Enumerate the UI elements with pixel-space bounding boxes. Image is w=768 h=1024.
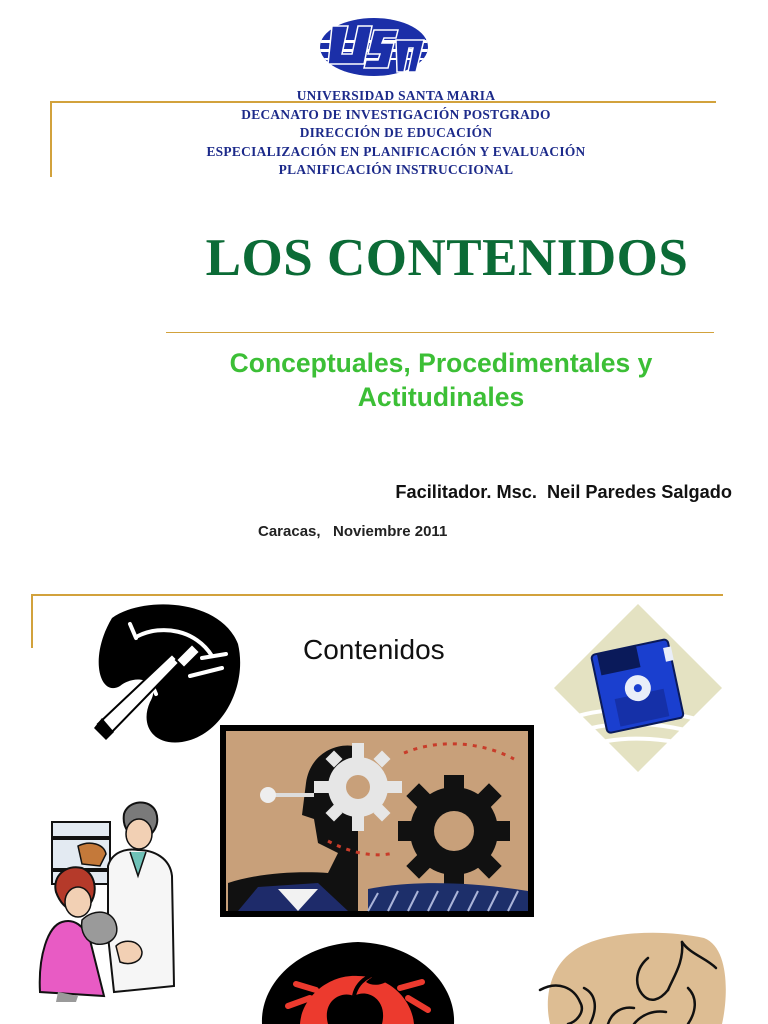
facilitator-name: Facilitador. Msc. Neil Paredes Salgado [395,482,732,502]
subtitle-line: Conceptuales, Procedimentales y [229,348,653,378]
header-line: ESPECIALIZACIÓN EN PLANIFICACIÓN Y EVALUACIÓN [206,143,586,159]
title-divider [166,332,714,333]
usm-logo [318,16,430,78]
veterinarian-icon [38,796,180,1004]
apple-icon [258,940,458,1024]
section-title: Contenidos [303,634,445,665]
header-line: DECANATO DE INVESTIGACIÓN POSTGRADO [241,106,551,122]
institution-header [150,87,642,180]
header-line: PLANIFICACIÓN INSTRUCCIONAL [278,162,514,178]
head-gears-icon [218,723,536,919]
header-line: DIRECCIÓN DE EDUCACIÓN [299,125,493,141]
header-line: UNIVERSIDAD SANTA MARIA [296,88,496,103]
floppy-disk-icon [552,602,724,780]
slide-title: LOS CONTENIDOS [205,229,689,287]
slide-subtitle [180,346,702,414]
subtitle-line: Actitudinales [357,382,525,412]
place-date: Caracas, Noviembre 2011 [258,523,448,540]
leaf-icon [538,928,728,1024]
